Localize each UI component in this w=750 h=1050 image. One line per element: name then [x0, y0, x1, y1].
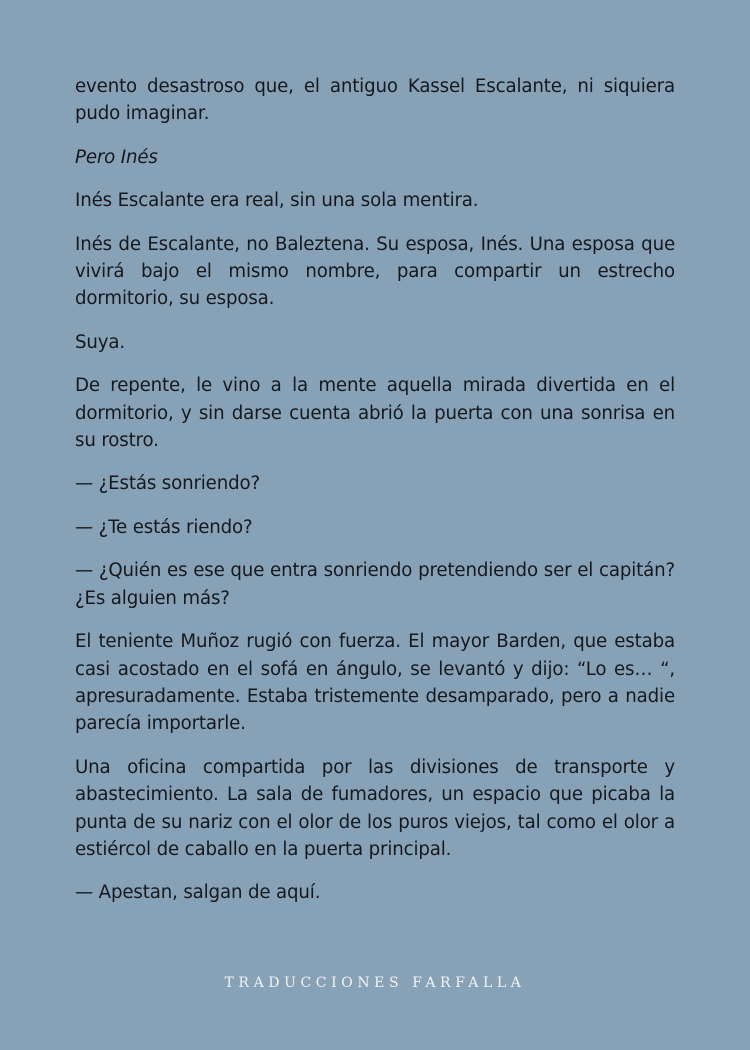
- footer-credit: TRADUCCIONES FARFALLA: [224, 975, 526, 991]
- page-body: [75, 73, 675, 923]
- paragraph: evento desastroso que, el antiguo Kassel Escalante, ni siquiera pudo imaginar.: [75, 76, 675, 125]
- dialogue-line: — ¿Estás sonriendo?: [75, 473, 260, 495]
- paragraph: El teniente Muñoz rugió con fuerza. El mayor Barden, que estaba casi acostado en el sofá en ángulo, se levantó y dijo: “Lo es… “, apresuradamente. Estaba tristemente desamparado, pero a nadie parecía importarle.: [75, 631, 675, 735]
- paragraph: Una oficina compartida por las divisiones de transporte y abastecimiento. La sala de fumadores, un espacio que picaba la punta de su nariz con el olor de los puros viejos, tal como el olor a estiércol de caballo en la puerta principal.: [75, 756, 675, 860]
- paragraph: De repente, le vino a la mente aquella mirada divertida en el dormitorio, y sin darse cuenta abrió la puerta con una sonrisa en su rostro.: [75, 375, 675, 452]
- paragraph: Inés Escalante era real, sin una sola mentira.: [75, 190, 479, 212]
- paragraph: Inés de Escalante, no Baleztena. Su esposa, Inés. Una esposa que vivirá bajo el mismo nombre, para compartir un estrecho dormitorio, su esposa.: [75, 233, 675, 310]
- paragraph-italic: Pero Inés: [75, 146, 158, 168]
- dialogue-line: — ¿Quién es ese que entra sonriendo pretendiendo ser el capitán? ¿Es alguien más?: [75, 560, 675, 609]
- dialogue-line: — ¿Te estás riendo?: [75, 516, 253, 538]
- dialogue-line: — Apestan, salgan de aquí.: [75, 882, 321, 904]
- paragraph: Suya.: [75, 331, 126, 353]
